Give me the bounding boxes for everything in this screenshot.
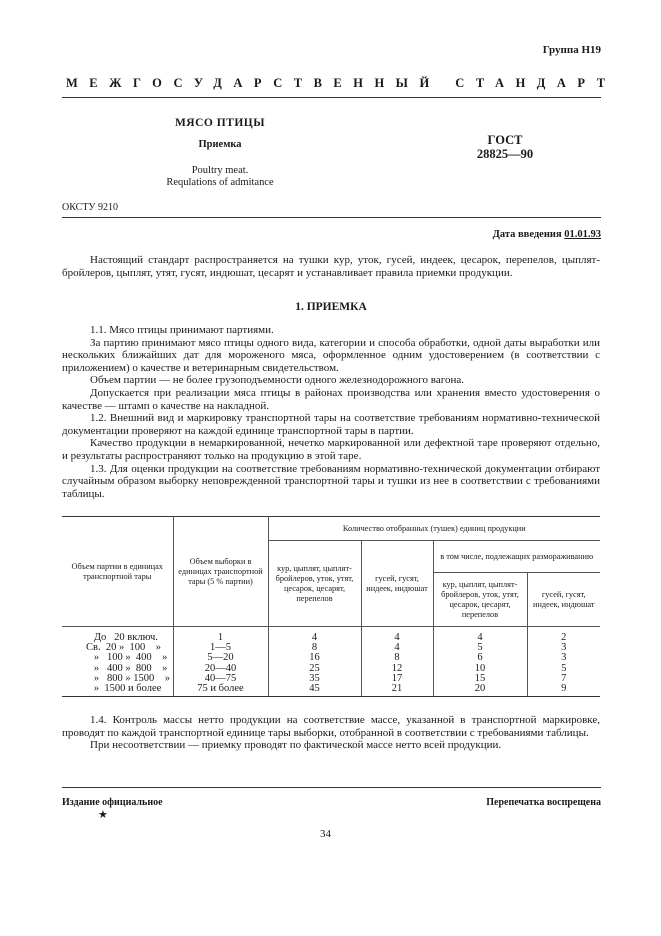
- cell-geese: 17: [361, 674, 433, 684]
- paragraph: 1.3. Для оценки продукции на соответствие требованиям нормативно-технической документации отбирают случайным образом выборку неповрежденной транспортной тары и тушки из нее в соответствии с требованиями таблицы.: [62, 462, 600, 500]
- cell-thaw-geese: 3: [527, 643, 600, 653]
- top-rule: [62, 97, 601, 98]
- cell-chicken: 8: [268, 643, 361, 653]
- okstu-rule: [62, 217, 601, 218]
- header-geese-turkeys: гусей, гусят, индеек, индюшат: [361, 541, 433, 627]
- cell-batch: » 100 » 400 »: [62, 653, 173, 663]
- gost-label: ГОСТ: [487, 133, 523, 147]
- paragraph: Допускается при реализации мяса птицы в районах производства или хранения вместо удостоверения о качестве — штамп о качестве на накладной.: [62, 386, 600, 412]
- okstu-code: ОКСТУ 9210: [62, 202, 119, 213]
- footer-rule: [62, 787, 601, 788]
- section-1-heading: 1. ПРИЕМКА: [295, 301, 367, 313]
- cell-thaw-chicken: 5: [433, 643, 527, 653]
- cell-geese: 4: [361, 643, 433, 653]
- cell-batch: Св. 20 » 100 »: [62, 643, 173, 653]
- cell-chicken: 35: [268, 674, 361, 684]
- english-title-line-2: Requlations of admitance: [166, 177, 274, 188]
- header-chicken-ducks: кур, цыплят, цыплят-бройлеров, уток, утят, цесарок, цесарят, перепелов: [268, 541, 361, 627]
- cell-chicken: 4: [268, 627, 361, 644]
- date-label: Дата введения: [492, 229, 565, 240]
- cell-sample: 40—75: [173, 674, 268, 684]
- cell-geese: 12: [361, 664, 433, 674]
- section-1-body: [62, 324, 600, 500]
- standard-banner: МЕЖГОСУДАРСТВЕННЫЙ СТАНДАРТ: [66, 76, 617, 90]
- page-number: 34: [320, 828, 331, 840]
- cell-batch: До 20 включ.: [62, 627, 173, 644]
- paragraph: 1.2. Внешний вид и маркировку транспортной тары на соответствие требованиям нормативно-технической документации проверяют на каждой единице транспортной тары в партии.: [62, 412, 600, 437]
- section-1-continued: [62, 714, 600, 752]
- reprint-prohibited-note: Перепечатка воспрещена: [486, 797, 601, 808]
- paragraph: Качество продукции в немаркированной, нечетко маркированной или дефектной таре проверяют отдельно, и результаты распространяют только на продукцию в этой таре.: [62, 437, 600, 462]
- intro-paragraph: Настоящий стандарт распространяется на тушки кур, уток, гусей, индеек, цесарок, перепелов, цыплят-бройлеров, цыплят, утят, гусят, индюшат, цесарят и устанавливает правила приемки продукции.: [62, 254, 600, 279]
- header-batch-size: Объем партии в единицах транспортной тары: [62, 517, 173, 627]
- header-thaw-geese-turkeys: гусей, гусят, индеек, индюшат: [527, 573, 600, 627]
- header-selected-count: Количество отобранных (тушек) единиц продукции: [268, 517, 600, 541]
- cell-thaw-chicken: 20: [433, 684, 527, 697]
- date-value: 01.01.93: [564, 229, 601, 240]
- cell-thaw-chicken: 10: [433, 664, 527, 674]
- cell-thaw-geese: 2: [527, 627, 600, 644]
- cell-sample: 1: [173, 627, 268, 644]
- paragraph: За партию принимают мясо птицы одного вида, категории и способа обработки, одной даты выработки или нескольких ближайших дат для мороженого мяса, оформленное одним удостоверением (в соответствии с приложением) о качестве и ветеринарным свидетельством.: [62, 336, 600, 374]
- paragraph: При несоответствии — приемку проводят по фактической массе нетто всей продукции.: [90, 739, 502, 752]
- paragraph: 1.4. Контроль массы нетто продукции на соответствие массе, указанной в транспортной маркировке, проводят по каждой транспортной единице тары выборки, отобранной в соответствии с требованиями таблицы.: [62, 714, 600, 739]
- cell-sample: 1—5: [173, 643, 268, 653]
- cell-geese: 21: [361, 684, 433, 697]
- cell-geese: 4: [361, 627, 433, 644]
- cell-thaw-chicken: 4: [433, 627, 527, 644]
- table-row: [62, 627, 600, 644]
- cell-batch: » 400 » 800 »: [62, 664, 173, 674]
- cell-chicken: 25: [268, 664, 361, 674]
- document-subtitle: Приемка: [198, 139, 242, 150]
- effective-date: [493, 229, 601, 240]
- sampling-table: [62, 516, 600, 697]
- cell-thaw-geese: 7: [527, 674, 600, 684]
- paragraph: Объем партии — не более грузоподъемности одного железнодорожного вагона.: [90, 374, 464, 387]
- english-title-line-1: Poultry meat.: [191, 165, 249, 176]
- header-to-thaw: в том числе, подлежащих размораживанию: [433, 541, 600, 573]
- cell-thaw-geese: 5: [527, 664, 600, 674]
- group-code: Группа Н19: [542, 44, 601, 56]
- header-thaw-chicken-ducks: кур, цыплят, цыплят-бройлеров, уток, утят, цесарок, цесарят, перепелов: [433, 573, 527, 627]
- gost-number: 28825—90: [476, 147, 534, 161]
- star-icon: ★: [98, 809, 108, 821]
- paragraph: 1.1. Мясо птицы принимают партиями.: [90, 324, 274, 336]
- cell-geese: 8: [361, 653, 433, 663]
- cell-sample: 5—20: [173, 653, 268, 663]
- official-edition-note: Издание официальное: [62, 797, 163, 808]
- cell-batch: » 1500 и более: [62, 684, 173, 697]
- document-title: МЯСО ПТИЦЫ: [174, 117, 266, 129]
- cell-chicken: 45: [268, 684, 361, 697]
- cell-batch: » 800 » 1500 »: [62, 674, 173, 684]
- cell-thaw-chicken: 15: [433, 674, 527, 684]
- table-row: [62, 684, 600, 697]
- cell-sample: 20—40: [173, 664, 268, 674]
- intro-block: [62, 254, 600, 279]
- english-title: [140, 165, 300, 189]
- cell-thaw-geese: 9: [527, 684, 600, 697]
- header-sample-size: Объем выборки в единицах транспортной тары (5 % партии): [173, 517, 268, 627]
- cell-thaw-chicken: 6: [433, 653, 527, 663]
- cell-sample: 75 и более: [173, 684, 268, 697]
- gost-designation: [440, 133, 570, 161]
- cell-thaw-geese: 3: [527, 653, 600, 663]
- cell-chicken: 16: [268, 653, 361, 663]
